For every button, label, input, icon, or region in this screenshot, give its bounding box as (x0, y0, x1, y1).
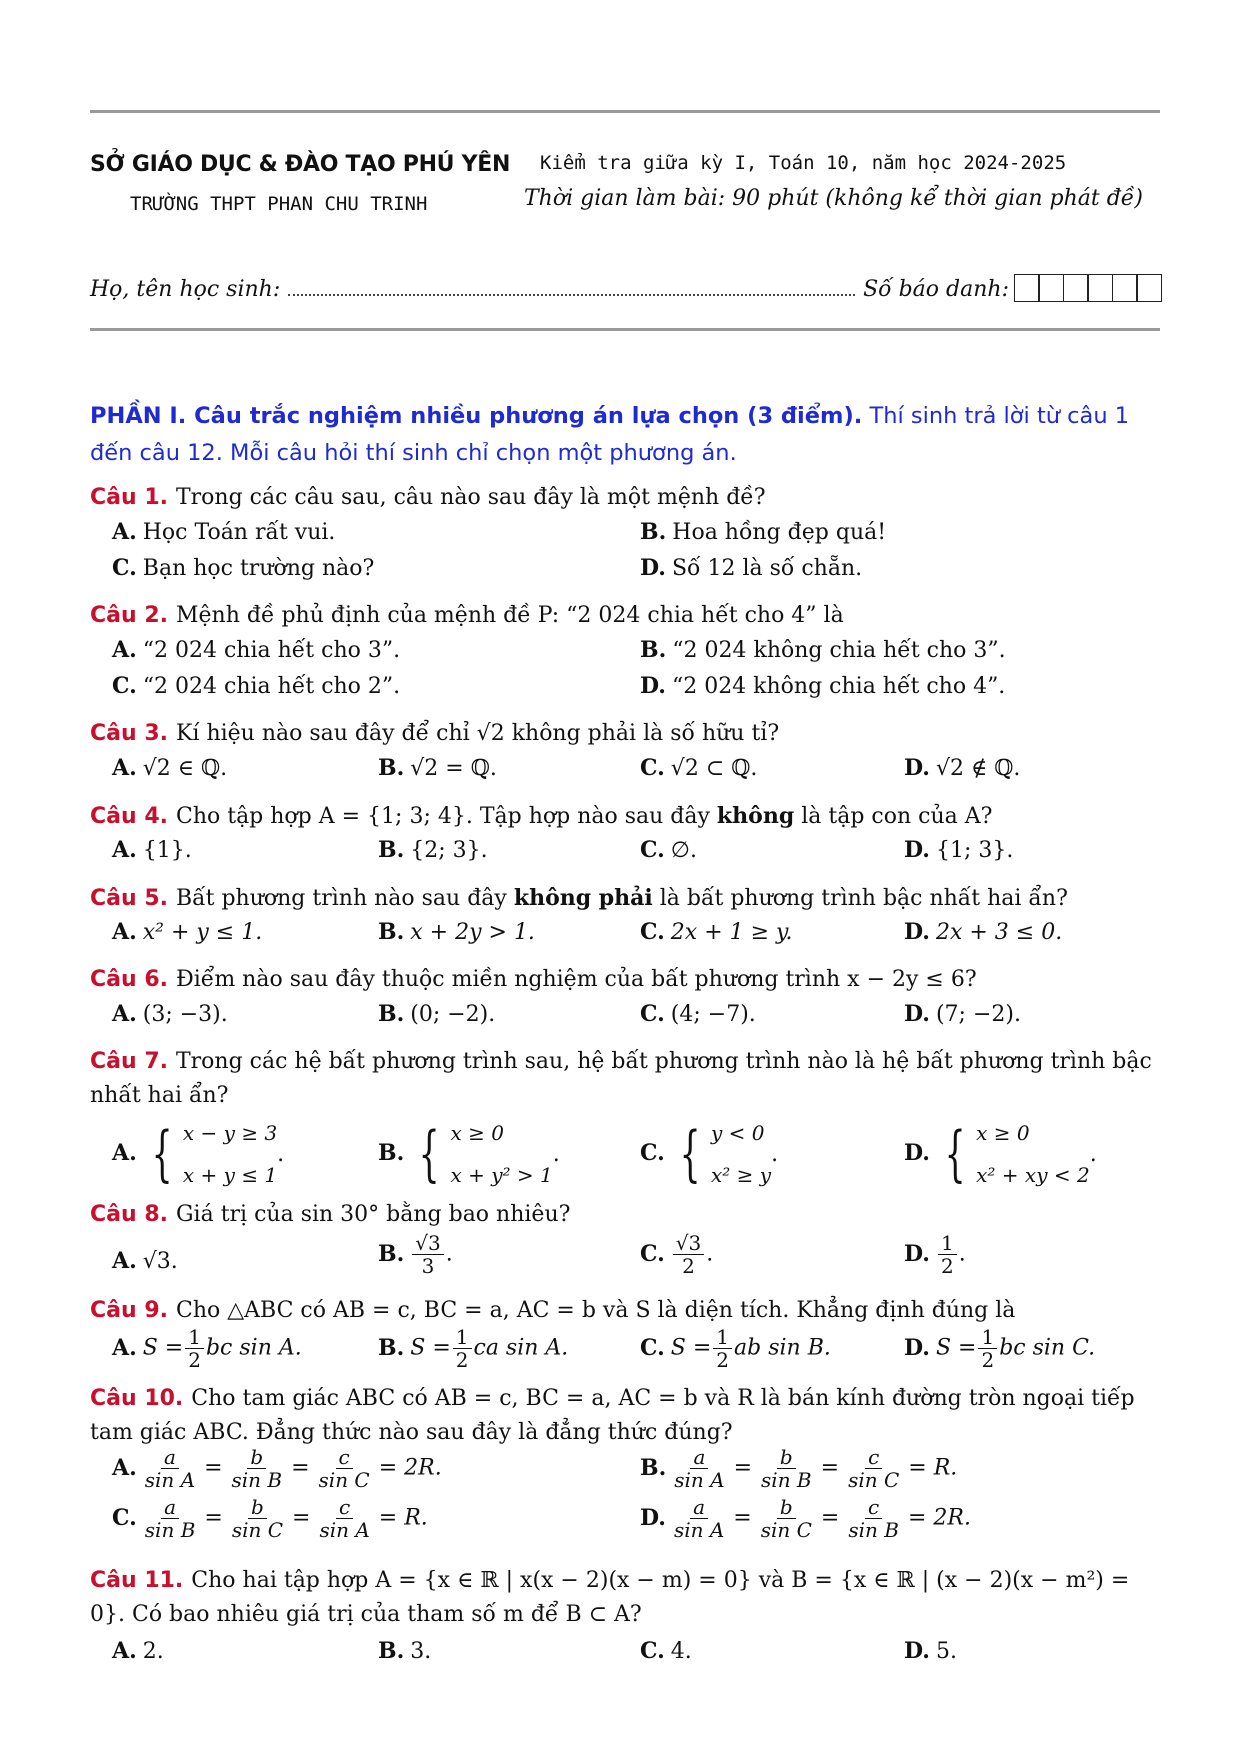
option-b[interactable]: B. $\frac{a}{\text{sin A}}$ = $\frac{b}{\text{sin B}}$ = $\frac{c}{\text{sin C}}$ = R. (640, 1445, 958, 1492)
option-c[interactable]: C. { y < 0 x² ≥ y . (640, 1119, 779, 1189)
option-b[interactable]: B. {2; 3}. (378, 837, 488, 863)
question-label: Câu 6. (90, 967, 168, 992)
question-10 (90, 1382, 1162, 1450)
department-name: SỞ GIÁO DỤC & ĐÀO TẠO PHÚ YÊN (90, 152, 511, 177)
option-b[interactable]: B. √2 = ℚ. (378, 755, 497, 781)
option-d[interactable]: D. “2 024 không chia hết cho 4”. (640, 673, 1006, 699)
question-label: Câu 10. (90, 1386, 184, 1411)
school-name: TRƯỜNG THPT PHAN CHU TRINH (130, 193, 428, 215)
option-d[interactable]: D. { x ≥ 0 x² + xy < 2 . (904, 1119, 1097, 1189)
header-bottom-rule (90, 328, 1160, 331)
option-b[interactable]: B. S = $\frac{1}{2}$ ca sin A. (378, 1325, 569, 1372)
question-label: Câu 5. (90, 886, 168, 911)
question-label: Câu 2. (90, 603, 168, 628)
emphasis: không phải (513, 885, 653, 911)
question-11 (90, 1564, 1162, 1632)
option-b[interactable]: B. (0; −2). (378, 1001, 496, 1027)
option-a[interactable]: A. (3; −3). (112, 1001, 228, 1027)
question-text: Giá trị của sin 30° bằng bao nhiêu? (175, 1202, 571, 1227)
question-5: Câu 5. Bất phương trình nào sau đây không phải là bất phương trình bậc nhất hai ẩn? (90, 885, 1068, 911)
option-b[interactable]: B. x + 2y > 1. (378, 919, 535, 945)
option-a[interactable]: A. $\frac{a}{\text{sin A}}$ = $\frac{b}{\text{sin B}}$ = $\frac{c}{\text{sin C}}$ = 2R. (112, 1445, 442, 1492)
question-label: Câu 11. (90, 1568, 184, 1593)
option-c[interactable]: C. 2x + 1 ≥ y. (640, 919, 793, 945)
option-c[interactable]: C. “2 024 chia hết cho 2”. (112, 673, 401, 699)
question-6 (90, 963, 1162, 997)
question-label: Câu 3. (90, 721, 168, 746)
option-c[interactable]: C. ∅. (640, 837, 697, 863)
question-7 (90, 1045, 1162, 1113)
option-a[interactable]: A. √3. (112, 1248, 178, 1274)
part1-instructions: Thí sinh trả lời từ câu 1 đến câu 12. Mỗi câu hỏi thí sinh chỉ chọn một phương án. (90, 403, 1130, 466)
student-id-label: Số báo danh: (863, 277, 1009, 302)
id-box[interactable] (1136, 274, 1162, 302)
question-9 (90, 1294, 1162, 1328)
option-a[interactable]: A. S = $\frac{1}{2}$ bc sin A. (112, 1325, 302, 1372)
option-a[interactable]: A. x² + y ≤ 1. (112, 919, 263, 945)
question-label: Câu 1. (90, 485, 168, 510)
option-d[interactable]: D. S = $\frac{1}{2}$ bc sin C. (904, 1325, 1096, 1372)
question-label: Câu 9. (90, 1298, 168, 1323)
option-b[interactable]: B. $\frac{√3}{3}$ . (378, 1231, 453, 1278)
option-c[interactable]: C. S = $\frac{1}{2}$ ab sin B. (640, 1325, 831, 1372)
question-text: Điểm nào sau đây thuộc miền nghiệm của bất phương trình x − 2y ≤ 6? (175, 967, 977, 992)
question-text: Mệnh đề phủ định của mệnh đề P: “2 024 chia hết cho 4” là (175, 603, 844, 628)
question-text: Trong các câu sau, câu nào sau đây là một mệnh đề? (175, 485, 766, 510)
student-name-field[interactable] (288, 293, 855, 296)
option-d[interactable]: D. $\frac{a}{\text{sin A}}$ = $\frac{b}{\text{sin C}}$ = $\frac{c}{\text{sin B}}$ = 2R. (640, 1495, 971, 1542)
option-d[interactable]: D. (7; −2). (904, 1001, 1021, 1027)
option-a[interactable]: A. {1}. (112, 837, 192, 863)
option-a[interactable]: A. “2 024 chia hết cho 3”. (112, 637, 401, 663)
option-c[interactable]: C. 4. (640, 1638, 692, 1664)
question-4: Câu 4. Cho tập hợp A = {1; 3; 4}. Tập hợp nào sau đây không là tập con của A? (90, 803, 993, 829)
option-d[interactable]: D. 2x + 3 ≤ 0. (904, 919, 1063, 945)
option-c[interactable]: C. √2 ⊂ ℚ. (640, 755, 758, 781)
id-box[interactable] (1038, 274, 1064, 302)
option-a[interactable]: A. Học Toán rất vui. (112, 519, 336, 545)
question-label: Câu 7. (90, 1049, 168, 1074)
emphasis: không (716, 803, 795, 829)
id-box[interactable] (1014, 274, 1040, 302)
id-box[interactable] (1063, 274, 1089, 302)
option-b[interactable]: B. { x ≥ 0 x + y² > 1 . (378, 1119, 560, 1189)
question-3 (90, 717, 1162, 751)
question-1 (90, 481, 1162, 515)
part1-title: PHẦN I. Câu trắc nghiệm nhiều phương án lựa chọn (3 điểm). (90, 403, 863, 429)
part1-heading (90, 398, 1160, 472)
option-d[interactable]: D. 5. (904, 1638, 957, 1664)
exam-time: Thời gian làm bài: 90 phút (không kể thời gian phát đề) (524, 186, 1143, 211)
question-text: Trong các hệ bất phương trình sau, hệ bất phương trình nào là hệ bất phương trình bậc nhất hai ẩn? (90, 1049, 1152, 1108)
option-a[interactable]: A. √2 ∈ ℚ. (112, 755, 228, 781)
option-d[interactable]: D. √2 ∉ ℚ. (904, 755, 1021, 781)
question-8 (90, 1198, 1162, 1232)
question-text: Cho hai tập hợp A = {x ∈ ℝ | x(x − 2)(x − m) = 0} và B = {x ∈ ℝ | (x − 2)(x − m²) = 0}. Có bao nhiêu giá trị của tham số m để B ⊂ A? (90, 1568, 1130, 1627)
student-info-row (90, 274, 1162, 302)
option-b[interactable]: B. “2 024 không chia hết cho 3”. (640, 637, 1006, 663)
student-name-label: Họ, tên học sinh: (90, 277, 281, 302)
option-b[interactable]: B. 3. (378, 1638, 432, 1664)
id-box[interactable] (1112, 274, 1138, 302)
top-rule (90, 110, 1160, 113)
option-c[interactable]: C. (4; −7). (640, 1001, 756, 1027)
option-d[interactable]: D. $\frac{1}{2}$ . (904, 1231, 966, 1278)
question-text: Cho tam giác ABC có AB = c, BC = a, AC = b và R là bán kính đường tròn ngoại tiếp tam giác ABC. Đẳng thức nào sau đây là đẳng thức đúng? (90, 1386, 1135, 1445)
question-label: Câu 8. (90, 1202, 168, 1227)
option-d[interactable]: D. {1; 3}. (904, 837, 1014, 863)
option-a[interactable]: A. 2. (112, 1638, 164, 1664)
question-label: Câu 4. (90, 804, 168, 829)
option-c[interactable]: C. $\frac{√3}{2}$ . (640, 1231, 714, 1278)
exam-title: Kiểm tra giữa kỳ I, Toán 10, năm học 2024-2025 (540, 152, 1067, 174)
question-text: Cho △ABC có AB = c, BC = a, AC = b và S là diện tích. Khẳng định đúng là (175, 1298, 1016, 1323)
question-text: Kí hiệu nào sau đây để chỉ √2 không phải là số hữu tỉ? (175, 721, 780, 746)
id-box[interactable] (1087, 274, 1113, 302)
option-d[interactable]: D. Số 12 là số chẵn. (640, 555, 863, 581)
option-b[interactable]: B. Hoa hồng đẹp quá! (640, 519, 887, 545)
question-2 (90, 599, 1162, 633)
option-a[interactable]: A. { x − y ≥ 3 x + y ≤ 1 . (112, 1119, 285, 1189)
option-c[interactable]: C. $\frac{a}{\text{sin B}}$ = $\frac{b}{\text{sin C}}$ = $\frac{c}{\text{sin A}}$ = R. (112, 1495, 428, 1542)
student-id-boxes[interactable] (1015, 274, 1162, 302)
option-c[interactable]: C. Bạn học trường nào? (112, 555, 375, 581)
